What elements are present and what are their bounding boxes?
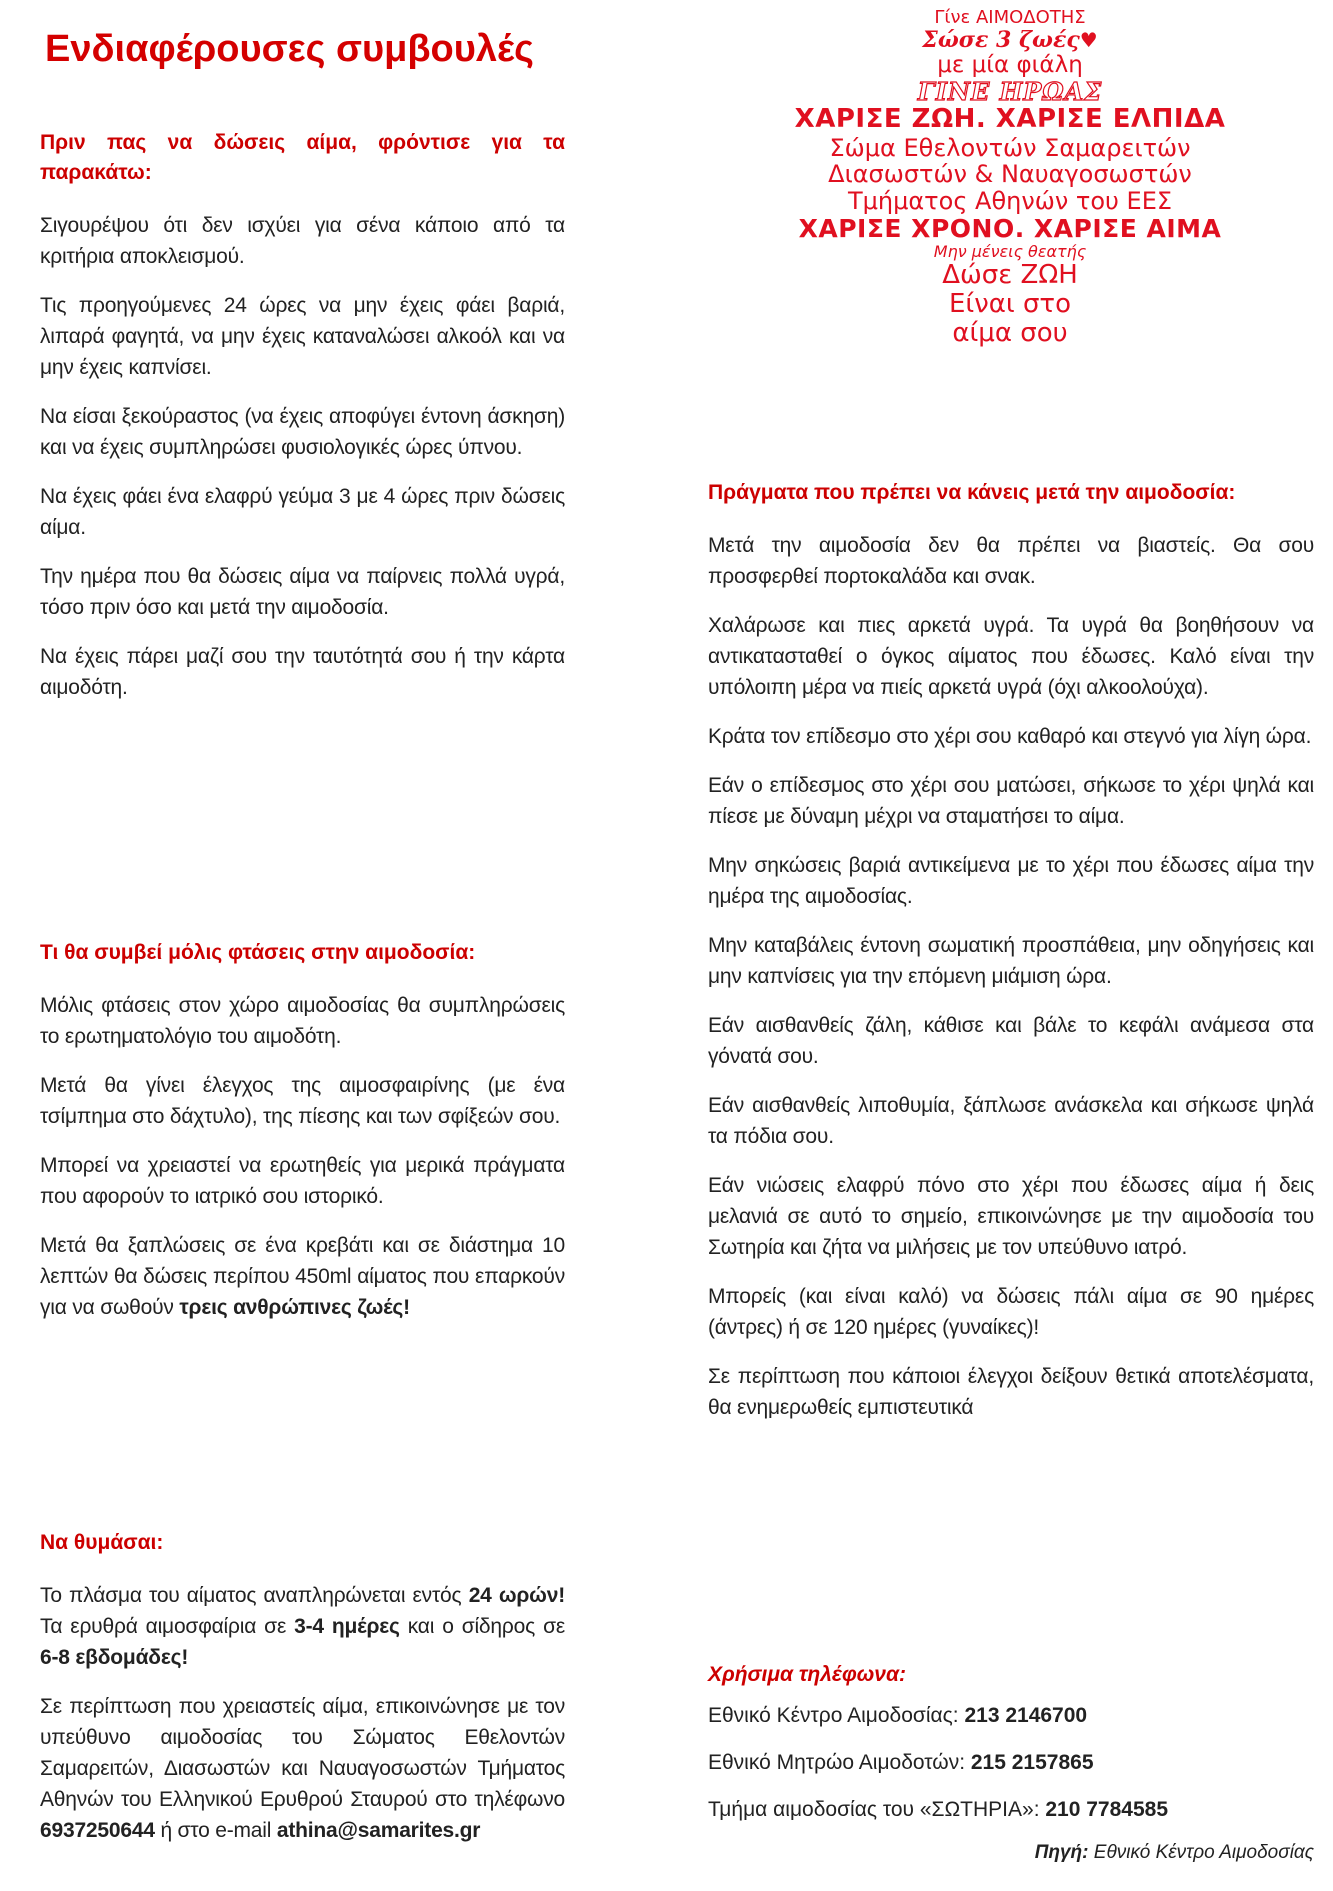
paragraph: Εάν ο επίδεσμος στο χέρι σου ματώσει, σήκωσε το χέρι ψηλά και πίεσε με δύναμη μέχρι να σταματήσει το αίμα. [708,774,1314,828]
section-heading: Τι θα συμβεί μόλις φτάσεις στην αιμοδοσία: [40,941,476,964]
after-section [708,478,1314,1441]
poster-line: ΓΙΝΕ ΗΡΩΑΣ [917,76,1103,106]
paragraph: Μετά θα ξαπλώσεις σε ένα κρεβάτι και σε διάστημα 10 λεπτών θα δώσεις περίπου 450ml αίματος που επαρκούν για να σωθούν τρεις ανθρώπινες ζωές! [40,1234,565,1319]
paragraph: Μετά θα γίνει έλεγχος της αιμοσφαιρίνης (με ένα τσίμπημα στο δάχτυλο), της πίεσης και των σφίξεών σου. [40,1074,565,1128]
section-heading: Πράγματα που πρέπει να κάνεις μετά την αιμοδοσία: [708,481,1236,504]
bold-text: τρεις ανθρώπινες ζωές! [179,1296,410,1319]
paragraph: Τις προηγούμενες 24 ώρες να μην έχεις φάει βαριά, λιπαρά φαγητά, να μην έχεις καταναλώσει αλκοόλ και να μην έχεις καπνίσει. [40,294,565,379]
phone-number[interactable]: 215 2157865 [970,1751,1094,1774]
poster-line: Σώμα Εθελοντών Σαμαρειτών [829,133,1191,162]
poster-line: ΧΑΡΙΣΕ ΖΩΗ. ΧΑΡΙΣΕ ΕΛΠΙΔΑ [794,104,1226,135]
paragraph: Το πλάσμα του αίματος αναπληρώνεται εντός 24 ωρών! Τα ερυθρά αιμοσφαίρια σε 3-4 ημέρες και ο σίδηρος σε 6-8 εβδομάδες! [40,1584,565,1669]
phone-number[interactable]: 213 2146700 [964,1704,1088,1727]
poster-line: ΧΑΡΙΣΕ ΧΡΟΝΟ. ΧΑΡΙΣΕ ΑΙΜΑ [798,214,1222,244]
paragraph: Να είσαι ξεκούραστος (να έχεις αποφύγει έντονη άσκηση) και να έχεις συμπληρώσει φυσιολογικές ώρες ύπνου. [40,405,565,459]
poster-line: Είναι στο [949,289,1071,320]
paragraph: Μην καταβάλεις έντονη σωματική προσπάθεια, μην οδηγήσεις και μην καπνίσεις για την επόμενη μιάμιση ώρα. [708,934,1314,988]
poster-line: Μην μένεις θεατής [933,242,1087,262]
paragraph: Μόλις φτάσεις στον χώρο αιμοδοσίας θα συμπληρώσεις το ερωτηματολόγιο του αιμοδότη. [40,994,565,1048]
poster-line: με μία φιάλη [937,51,1083,78]
paragraph: Να έχεις πάρει μαζί σου την ταυτότητά σου ή την κάρτα αιμοδότη. [40,645,565,699]
paragraph: Εάν νιώσεις ελαφρύ πόνο στο χέρι που έδωσες αίμα ή δεις μελανιά σε αυτό το σημείο, επικοινώνησε με την αιμοδοσία του Σωτηρία και ζήτα να μιλήσεις με τον υπεύθυνο ιατρό. [708,1174,1314,1259]
paragraph: Μπορεί να χρειαστεί να ερωτηθείς για μερικά πράγματα που αφορούν το ιατρικό σου ιστορικό. [40,1154,565,1208]
poster-line: Διασωστών & Ναυαγοσωστών [828,160,1192,189]
donor-poster [760,8,1260,348]
paragraph: Χαλάρωσε και πιες αρκετά υγρά. Τα υγρά θα βοηθήσουν να αντικατασταθεί ο όγκος αίματος που έδωσες. Καλό είναι την υπόλοιπη μέρα να πιείς αρκετά υγρά (όχι αλκοολούχα). [708,614,1314,699]
phone-line: Εθνικό Κέντρο Αιμοδοσίας: 213 2146700 [708,1704,1088,1727]
arrival-section [40,938,565,1341]
paragraph: Μην σηκώσεις βαριά αντικείμενα με το χέρι που έδωσες αίμα την ημέρα της αιμοδοσίας. [708,854,1314,908]
email-link[interactable]: athina@samarites.gr [276,1819,481,1842]
poster-line: Δώσε ΖΩΗ [942,260,1078,291]
before-section [40,128,565,721]
phone-number: 6937250644 [40,1819,155,1842]
poster-line: αίμα σου [952,318,1068,349]
section-heading: Χρήσιμα τηλέφωνα: [708,1663,906,1686]
paragraph: Κράτα τον επίδεσμο στο χέρι σου καθαρό και στεγνό για λίγη ώρα. [708,725,1312,748]
page-title: Ενδιαφέρουσες συμβουλές [45,28,534,70]
poster-line: Γίνε ΑΙΜΟΔΟΤΗΣ [934,7,1086,28]
paragraph: Μπορείς (και είναι καλό) να δώσεις πάλι αίμα σε 90 ημέρες (άντρες) ή σε 120 ημέρες (γυναίκες)! [708,1285,1314,1339]
section-heading: Πριν πας να δώσεις αίμα, φρόντισε για τα παρακάτω: [40,131,565,184]
poster-line: Τμήματος Αθηνών του ΕΕΣ [847,187,1173,216]
paragraph: Εάν αισθανθείς ζάλη, κάθισε και βάλε το κεφάλι ανάμεσα στα γόνατά σου. [708,1014,1314,1068]
source-note: Πηγή: Εθνικό Κέντρο Αιμοδοσίας [1034,1842,1314,1863]
paragraph: Εάν αισθανθείς λιποθυμία, ξάπλωσε ανάσκελα και σήκωσε ψηλά τα πόδια σου. [708,1094,1314,1148]
paragraph: Σε περίπτωση που κάποιοι έλεγχοι δείξουν θετικά αποτελέσματα, θα ενημερωθείς εμπιστευτικά [708,1365,1314,1419]
section-heading: Να θυμάσαι: [40,1531,164,1554]
phone-line: Τμήμα αιμοδοσίας του «ΣΩΤΗΡΙΑ»: 210 7784585 [708,1798,1169,1821]
paragraph: Μετά την αιμοδοσία δεν θα πρέπει να βιαστείς. Θα σου προσφερθεί πορτοκαλάδα και σνακ. [708,534,1314,588]
poster-line: Σώσε 3 ζωές♥ [922,27,1098,54]
remember-section [40,1528,565,1864]
paragraph: Σε περίπτωση που χρειαστείς αίμα, επικοινώνησε με τον υπεύθυνο αιμοδοσίας του Σώματος Εθελοντών Σαμαρειτών, Διασωστών και Ναυαγοσωστών Τμήματος Αθηνών του Ελληνικού Ερυθρού Σταυρού στο τηλέφωνο 6937250644 ή στο e-mail athina@samarites.gr [40,1695,565,1842]
phone-line: Εθνικό Μητρώο Αιμοδοτών: 215 2157865 [708,1751,1094,1774]
paragraph: Να έχεις φάει ένα ελαφρύ γεύμα 3 με 4 ώρες πριν δώσεις αίμα. [40,485,565,539]
phones-section [708,1660,1314,1841]
paragraph: Σιγουρέψου ότι δεν ισχύει για σένα κάποιο από τα κριτήρια αποκλεισμού. [40,214,565,268]
phone-number[interactable]: 210 7784585 [1045,1798,1169,1821]
heart-icon: ♥ [1079,28,1098,53]
paragraph: Την ημέρα που θα δώσεις αίμα να παίρνεις πολλά υγρά, τόσο πριν όσο και μετά την αιμοδοσία. [40,565,565,619]
